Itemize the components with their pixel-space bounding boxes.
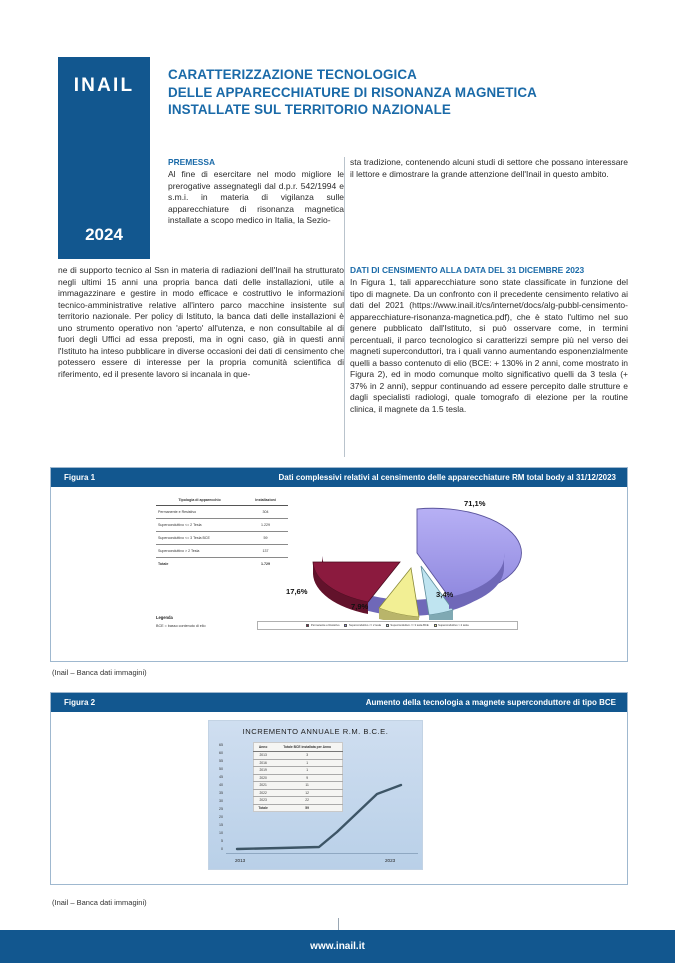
legend-label: Superconduttivo <= 3 tesla BCE: [390, 624, 429, 627]
table-row: [254, 759, 343, 767]
y-tick-5: 5: [221, 839, 223, 843]
figure-2-header: [51, 693, 627, 712]
cell-installazioni: 304: [243, 506, 288, 519]
figure-2-table-head: [254, 743, 343, 752]
legend-item: [344, 624, 380, 627]
x-tick-2023: 2023: [385, 858, 396, 863]
body-columns: [58, 157, 628, 415]
legend-label: Superconduttivo > 2 tesla: [438, 624, 469, 627]
table-row: [156, 532, 288, 545]
col-header-installazioni: Installazioni: [243, 496, 288, 506]
x-tick-2013: 2013: [235, 858, 246, 863]
columns-top-band: [58, 157, 628, 265]
figure-1-table-body: [156, 506, 288, 571]
figure-1-data-table: [156, 496, 288, 571]
cell-value: 11: [272, 782, 342, 790]
table-row: [156, 519, 288, 532]
cell-value: 3: [272, 752, 342, 760]
legend-item: [434, 624, 469, 627]
y-tick-50: 50: [219, 767, 223, 771]
page-title-line-3: INSTALLATE SUL TERRITORIO NAZIONALE: [168, 102, 451, 117]
figure-1-container: [50, 467, 628, 662]
figure-2-title: Aumento della tecnologia a magnete superconduttore di tipo BCE: [365, 698, 616, 707]
table-header-row: [254, 743, 343, 752]
pie-label-3: 3,4%: [436, 590, 454, 599]
footer-url[interactable]: www.inail.it: [310, 941, 365, 952]
col-header-totale-bce: Totale BCE installata per Anno: [272, 743, 342, 752]
table-header-row: [156, 496, 288, 506]
y-tick-45: 45: [219, 775, 223, 779]
table-row: [254, 767, 343, 775]
y-tick-65: 65: [219, 743, 223, 747]
cell-tipologia: Superconduttivo > 2 Tesla: [156, 545, 243, 558]
cell-value: 1: [272, 759, 342, 767]
table-total-row: [254, 804, 343, 812]
cell-total-label: Totale: [158, 562, 169, 567]
figure-1-body: [51, 487, 627, 661]
figure-1-number: Figura 1: [64, 473, 96, 482]
legend-swatch-icon: [434, 624, 437, 627]
censimento-block: [350, 265, 628, 416]
pie-label-17: 17,6%: [286, 587, 308, 596]
legend-label: Superconduttivo <= 2 tesla: [348, 624, 381, 627]
legend-label: Permanente e Resistivo: [310, 624, 340, 627]
premessa-body-text: ne di supporto tecnico al Ssn in materia di radiazioni dell'Inail ha strutturato negli ultimi 15 anni una propria banca dati delle installazioni, utile a immagazzinare e gestire in modo efficace e costruttivo le informazioni tecnico-amministrative relative all'intero parco macchine insistente sul territorio nazionale. Per policy di Istituto, la banca dati delle installazioni è uno strumento operativo non 'aperto' all'utenza, e non consultabile al di fuori degli Uffici ad essa preposti, ma in ogni caso, già in questi anni l'Istituto ha inteso pubblicare in diverse occasioni dei dati di censimento che potessero essere di interesse per la propria comunità scientifica di riferimento, ed il presente lavoro si incanala in que-: [58, 265, 344, 379]
page-title-line-1: CARATTERIZZAZIONE TECNOLOGICA: [168, 67, 417, 82]
right-column-intro: [350, 157, 628, 180]
cell-year: 2020: [254, 774, 273, 782]
legend-swatch-icon: [344, 624, 347, 627]
right-intro-text: sta tradizione, contenendo alcuni studi di settore che possano interessare il lettore e dimostrare la grande attenzione dell'Inail in questo ambito.: [350, 157, 628, 179]
censimento-body-text: In Figura 1, tali apparecchiature sono state classificate in funzione del tipo di magnete. Da un confronto con il precedente censimento relativo ai dati del 2021 (https://www.inail.it/cs/internet/docs/alg-pubbl-censimento-apparecchiature-risonanza-magnetica.pdf), che è stato l'ultimo nel suo genere pubblicato dall'Istituto, si può osservare come, in termini percentuali, il parco tecnologico si caratterizzi sempre più nel verso dei magneti superconduttori, tra i quali vanno aumentando esponenzialmente quelli a basso contenuto di elio (BCE: + 130% in 2 anni, come mostrato in Figura 2), ed in modo comunque molto significativo quelli da 3 tesla (+ 37% in 2 anni), seppur continuando ad essere percepito dalle strutture e dagli specialisti radiologi, quale tomografo di elezione per la routine clinica, il magnete da 1.5 tesla.: [350, 277, 628, 415]
col-header-tipologia: Tipologia di apparecchio: [156, 496, 243, 506]
cell-total-value: 59: [305, 805, 309, 810]
y-tick-60: 60: [219, 751, 223, 755]
page-title: [168, 66, 638, 119]
cell-total-value: 1.729: [261, 562, 271, 567]
cell-year: 2022: [254, 789, 273, 797]
legend-swatch-icon: [386, 624, 389, 627]
cell-year: 2023: [254, 797, 273, 805]
pie-label-7: 7,9%: [351, 602, 369, 611]
cell-installazioni: 137: [243, 545, 288, 558]
line-chart-title: INCREMENTO ANNUALE R.M. B.C.E.: [242, 727, 389, 736]
legenda-heading: Legenda: [156, 615, 173, 620]
table-row: [254, 774, 343, 782]
y-tick-0: 0: [221, 847, 223, 851]
cell-total-label: Totale: [258, 805, 268, 810]
cell-tipologia: Permanente e Resistivo: [156, 506, 243, 519]
y-tick-25: 25: [219, 807, 223, 811]
y-tick-15: 15: [219, 823, 223, 827]
cell-value: 1: [272, 767, 342, 775]
figure-1-table-head: [156, 496, 288, 506]
figure-2-data-table: [253, 742, 343, 812]
cell-year: 2019: [254, 767, 273, 775]
cell-installazioni: 59: [243, 532, 288, 545]
figure-2-container: [50, 692, 628, 885]
legenda-note: BCE = basso contenuto di elio: [156, 624, 206, 628]
legend-item: [306, 624, 339, 627]
cell-year: 2021: [254, 782, 273, 790]
pie-chart: [286, 492, 569, 620]
col-header-anno: Anno: [254, 743, 273, 752]
cell-tipologia: Superconduttivo <= 3 Tesla BCE: [156, 532, 243, 545]
y-tick-30: 30: [219, 799, 223, 803]
document-header: [0, 0, 675, 465]
figure-2-number: Figura 2: [64, 698, 96, 707]
y-tick-10: 10: [219, 831, 223, 835]
pie-label-71: 71,1%: [464, 499, 486, 508]
inail-logo: INAIL: [73, 75, 135, 96]
figure-1-title: Dati complessivi relativi al censimento delle apparecchiature RM total body al 31/12/2023: [278, 473, 616, 482]
premessa-heading: PREMESSA: [168, 157, 216, 167]
legend-swatch-icon: [306, 624, 309, 627]
y-tick-35: 35: [219, 791, 223, 795]
premessa-intro-text: Al fine di esercitare nel modo migliore le prerogative assegnategli dal d.p.r. 542/1994 e s.m.i. in materia di vigilanza sulle apparecchiature di risonanza magnetica installate a scopo medico in Italia, la Sezio-: [168, 169, 344, 226]
y-tick-55: 55: [219, 759, 223, 763]
table-row: [254, 752, 343, 760]
cell-installazioni: 1.229: [243, 519, 288, 532]
pie-chart-legend: [257, 621, 518, 630]
figure-1-caption: (Inail – Banca dati immagini): [52, 668, 147, 677]
cell-value: 22: [272, 797, 342, 805]
cell-year: 2013: [254, 752, 273, 760]
y-tick-20: 20: [219, 815, 223, 819]
line-chart: [208, 720, 423, 870]
figure-2-table-body: [254, 752, 343, 812]
censimento-heading: DATI DI CENSIMENTO ALLA DATA DEL 31 DICEMBRE 2023: [350, 265, 585, 275]
cell-year: 2016: [254, 759, 273, 767]
publication-year: 2024: [85, 225, 123, 244]
cell-tipologia: Superconduttivo <= 2 Tesla: [156, 519, 243, 532]
figure-2-caption: (Inail – Banca dati immagini): [52, 898, 147, 907]
table-total-row: [156, 558, 288, 571]
table-row: [156, 506, 288, 519]
table-row: [254, 797, 343, 805]
table-row: [156, 545, 288, 558]
premessa-block: [168, 157, 344, 227]
cell-value: 12: [272, 789, 342, 797]
legend-item: [386, 624, 429, 627]
premessa-full-width-text: [58, 265, 344, 380]
page-title-line-2: DELLE APPARECCHIATURE DI RISONANZA MAGNETICA: [168, 84, 537, 100]
figure-2-body: [51, 712, 627, 884]
y-tick-40: 40: [219, 783, 223, 787]
figure-1-header: [51, 468, 627, 487]
pie-chart-svg: [289, 492, 569, 620]
page-footer: [0, 930, 675, 963]
table-row: [254, 782, 343, 790]
cell-value: 9: [272, 774, 342, 782]
table-row: [254, 789, 343, 797]
